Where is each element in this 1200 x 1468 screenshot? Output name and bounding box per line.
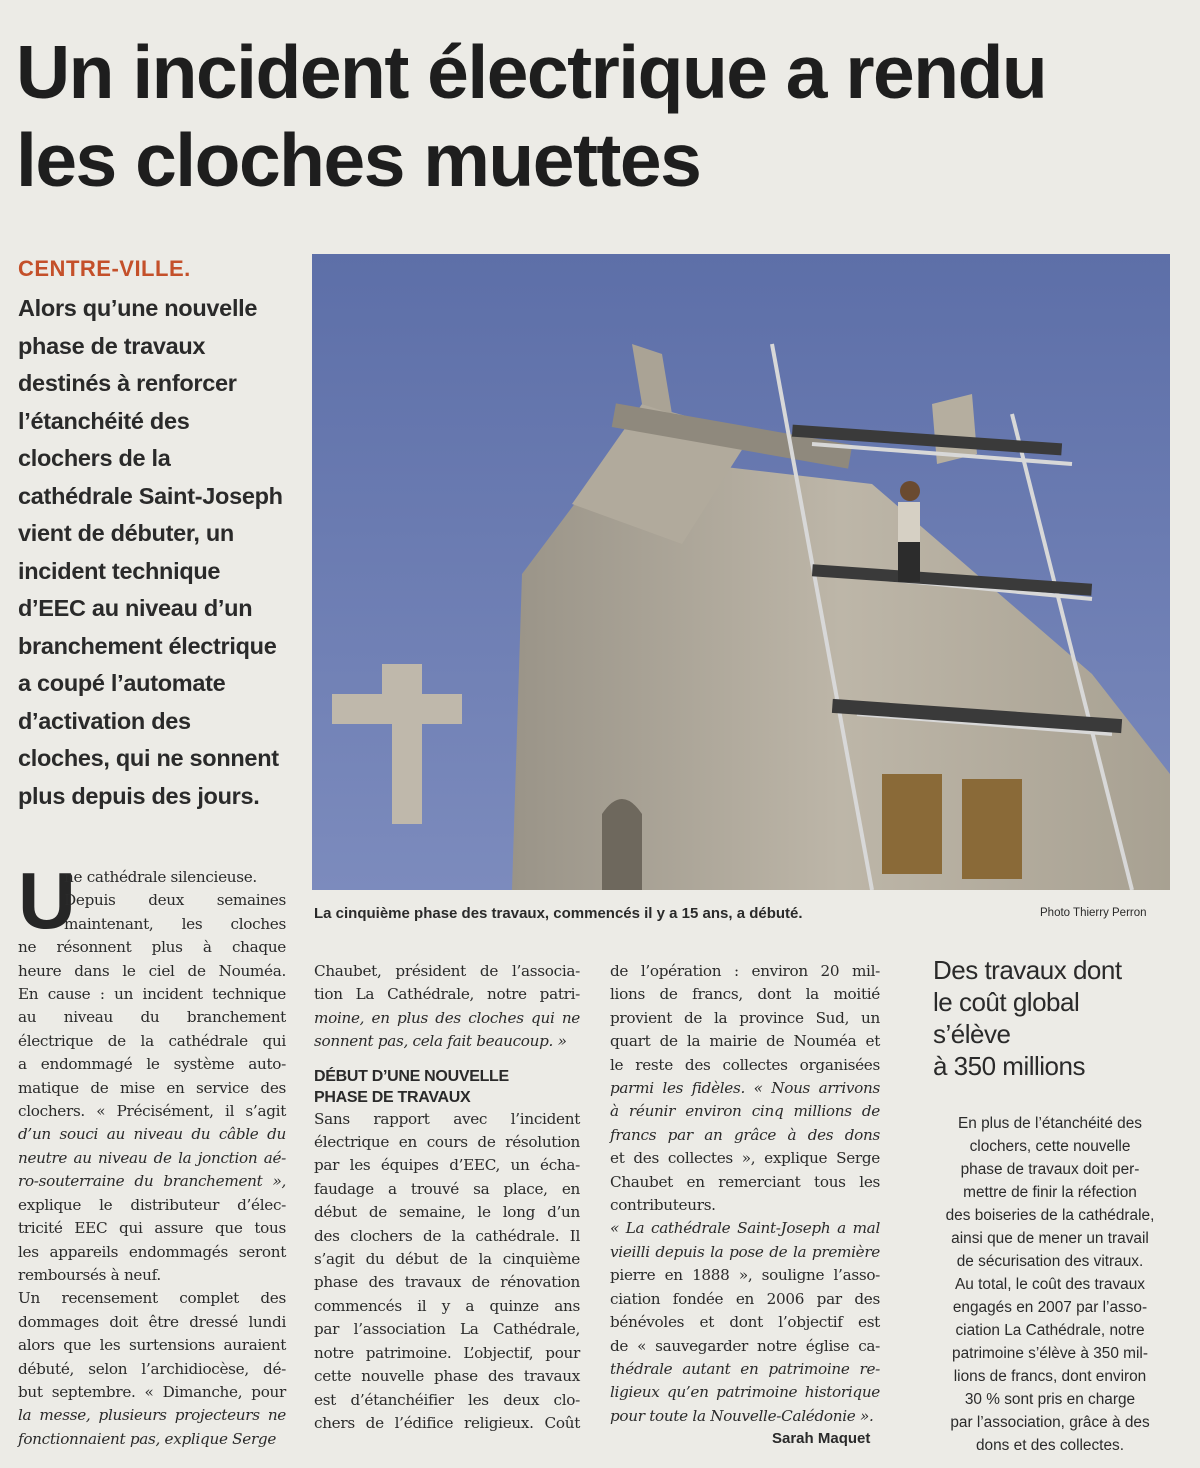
- article-column-2: [314, 960, 580, 1435]
- article-line: lions de francs, dont la moitié: [610, 985, 880, 1004]
- sidebar-text-line: dons et des collectes.: [975, 1437, 1124, 1454]
- sidebar-text-line: de sécurisation des vitraux.: [956, 1253, 1144, 1270]
- lead-paragraph: [18, 290, 303, 815]
- sidebar-text-line: clochers, cette nouvelle: [969, 1138, 1131, 1155]
- lead-line: branchement électrique: [18, 632, 277, 659]
- article-line: au niveau du branchement: [18, 1008, 286, 1027]
- article-line: bénévoles et dont l’objectif est: [610, 1313, 880, 1332]
- article-line: notre patrimoine. L’objectif, pour: [314, 1343, 580, 1362]
- drop-cap: U: [18, 856, 76, 945]
- sidebar-text-line: 30 % sont pris en charge: [964, 1391, 1136, 1408]
- lead-line: vient de débuter, un: [18, 520, 234, 546]
- article-line: heure dans le ciel de Nouméa.: [18, 961, 286, 980]
- section-subheading: [314, 1066, 580, 1108]
- subheading-line: DÉBUT D’UNE NOUVELLE: [314, 1067, 509, 1085]
- sidebar-text-line: des boiseries de la cathédrale,: [945, 1207, 1155, 1224]
- article-line: fonctionnaient pas, explique Serge: [18, 1429, 277, 1448]
- bell-tower-illustration: [312, 254, 1170, 890]
- article-line: de « sauvegarder notre église ca-: [610, 1336, 880, 1355]
- article-line: parmi les fidèles. « Nous arrivons: [610, 1079, 880, 1098]
- article-line: sonnent pas, cela fait beaucoup. »: [314, 1032, 567, 1051]
- article-line: ne cathédrale silencieuse.: [64, 868, 257, 886]
- kicker: CENTRE-VILLE.: [18, 256, 191, 281]
- article-line: d’un souci au niveau du câble du: [18, 1125, 286, 1144]
- article-line: chers de l’édifice religieux. Coût: [314, 1413, 580, 1432]
- sidebar-text-line: phase de travaux doit per-: [960, 1161, 1140, 1178]
- sidebar-title-line: le coût global: [933, 987, 1080, 1017]
- article-line: moine, en plus des cloches qui ne: [314, 1008, 580, 1027]
- sidebar-text-line: engagés en 2007 par l’asso-: [952, 1299, 1148, 1316]
- article-line: par les équipes d’EEC, un écha-: [314, 1156, 580, 1175]
- author-signature: Sarah Maquet: [772, 1430, 871, 1447]
- article-line: et des collectes », explique Serge: [610, 1149, 880, 1168]
- lead-line: cathédrale Saint-Joseph: [18, 482, 283, 509]
- sidebar-title: [933, 954, 1183, 1082]
- lead-line: incident technique: [18, 557, 221, 584]
- article-line: ro-souterraine du branchement »,: [18, 1172, 286, 1191]
- lead-line: Alors qu’une nouvelle: [18, 295, 258, 321]
- sidebar-text-line: patrimoine s’élève à 350 mil-: [952, 1345, 1148, 1362]
- article-line: la messe, plusieurs projecteurs ne: [18, 1406, 286, 1425]
- article-line: vieilli depuis la pose de la première: [610, 1242, 880, 1261]
- article-line: faudage a trouvé sa place, en: [314, 1179, 580, 1198]
- sidebar-title-line: s’élève: [933, 1019, 1011, 1049]
- sidebar-text-line: mettre de finir la réfection: [963, 1184, 1137, 1201]
- article-column-3: [610, 960, 880, 1428]
- article-line: ne résonnent plus à chaque: [18, 938, 286, 957]
- sidebar-text-line: Au total, le coût des travaux: [955, 1276, 1145, 1293]
- article-line: « La cathédrale Saint-Joseph a mal: [610, 1219, 880, 1238]
- lead-line: d’activation des: [18, 707, 191, 734]
- article-line: phase des travaux de rénovation: [314, 1273, 580, 1292]
- article-line: matique de mise en service des: [18, 1078, 286, 1097]
- article-line: Un recensement complet des: [18, 1289, 286, 1308]
- article-line: alors que les surtensions auraient: [18, 1336, 286, 1355]
- lead-line: plus depuis des jours.: [18, 782, 260, 809]
- article-line: Chaubet en remerciant tous les: [610, 1172, 880, 1191]
- article-line: tion La Cathédrale, notre patri-: [314, 985, 580, 1004]
- article-line: début de semaine, le long d’un: [314, 1203, 580, 1222]
- article-line: ligieux qu’en patrimoine historique: [610, 1383, 880, 1402]
- article-line: francs par an grâce à des dons: [610, 1125, 880, 1144]
- sidebar-title-line: Des travaux dont: [933, 955, 1122, 985]
- article-line: remboursés à neuf.: [18, 1265, 161, 1284]
- lead-line: phase de travaux: [18, 332, 206, 359]
- article-line: quart de la mairie de Nouméa et: [610, 1032, 880, 1051]
- headline-line-1: Un incident électrique a rendu: [16, 30, 1047, 114]
- article-line: a endommagé le système auto-: [18, 1055, 286, 1074]
- article-line: les appareils endommagés seront: [18, 1242, 286, 1261]
- article-line: En cause : un incident technique: [18, 985, 286, 1004]
- photo-credit: Photo Thierry Perron: [1040, 907, 1147, 919]
- sidebar-title-line: à 350 millions: [933, 1051, 1085, 1081]
- subheading-line: PHASE DE TRAVAUX: [314, 1088, 471, 1106]
- article-line: électrique de la cathédrale qui: [18, 1031, 286, 1050]
- article-line: à réunir environ cinq millions de: [610, 1102, 880, 1121]
- article-line: Chaubet, président de l’associa-: [314, 962, 580, 980]
- article-line: neutre au niveau de la jonction aé-: [18, 1148, 286, 1167]
- sidebar-text-line: En plus de l’étanchéité des: [958, 1115, 1142, 1132]
- photo-caption: La cinquième phase des travaux, commencés il y a 15 ans, a débuté.: [314, 905, 803, 922]
- article-line: le reste des collectes organisées: [610, 1055, 880, 1074]
- article-line: s’agit du début de la cinquième: [314, 1250, 580, 1269]
- article-line: de l’opération : environ 20 mil-: [610, 962, 880, 980]
- lead-line: l’étanchéité des: [18, 407, 190, 434]
- article-line: des clochers de la cathédrale. Il: [314, 1226, 580, 1245]
- article-line: Sans rapport avec l’incident: [314, 1109, 580, 1128]
- article-line: explique le distributeur d’élec-: [18, 1195, 286, 1214]
- article-line: cette nouvelle phase des travaux: [314, 1367, 580, 1386]
- article-line: pour toute la Nouvelle-Calédonie ».: [610, 1406, 874, 1425]
- headline-line-2: les cloches muettes: [16, 118, 701, 202]
- lead-line: destinés à renforcer: [18, 370, 237, 396]
- lead-line: a coupé l’automate: [18, 670, 226, 696]
- article-line: provient de la province Sud, un: [610, 1008, 880, 1027]
- sidebar-text-line: ciation La Cathédrale, notre: [955, 1322, 1145, 1339]
- article-line: thédrale autant en patrimoine re-: [610, 1359, 880, 1378]
- article-column-1: [18, 856, 286, 1451]
- sidebar-text-line: par l’association, grâce à des: [950, 1414, 1150, 1431]
- article-line: Depuis deux semaines: [64, 891, 286, 910]
- sidebar-text: [930, 1112, 1170, 1457]
- article-line: tricité EEC qui assure que tous: [18, 1219, 286, 1238]
- article-line: contributeurs.: [610, 1196, 716, 1215]
- article-line: ciation fondée en 2006 par des: [610, 1289, 880, 1308]
- sidebar-text-line: lions de francs, dont environ: [953, 1368, 1147, 1385]
- lead-line: d’EEC au niveau d’un: [18, 595, 253, 621]
- article-line: commencés il y a quinze ans: [314, 1296, 580, 1315]
- article-line: électrique en cours de résolution: [314, 1133, 580, 1152]
- lead-line: clochers de la: [18, 445, 171, 471]
- article-line: clochers. « Précisément, il s’agit: [18, 1102, 286, 1121]
- article-line: débuté, selon l’archidiocèse, dé-: [18, 1359, 286, 1378]
- lead-line: cloches, qui ne sonnent: [18, 745, 279, 771]
- cathedral-photo: [312, 254, 1170, 890]
- article-line: par l’association La Cathédrale,: [314, 1320, 580, 1339]
- headline: [16, 28, 1186, 204]
- article-line: maintenant, les cloches: [64, 914, 286, 933]
- sidebar-text-line: ainsi que de mener un travail: [951, 1230, 1149, 1247]
- article-line: est d’étanchéifier les deux clo-: [314, 1390, 580, 1409]
- article-line: pierre en 1888 », souligne l’asso-: [610, 1266, 880, 1285]
- article-line: but septembre. « Dimanche, pour: [18, 1382, 286, 1401]
- article-line: dommages doit être dressé lundi: [18, 1312, 286, 1331]
